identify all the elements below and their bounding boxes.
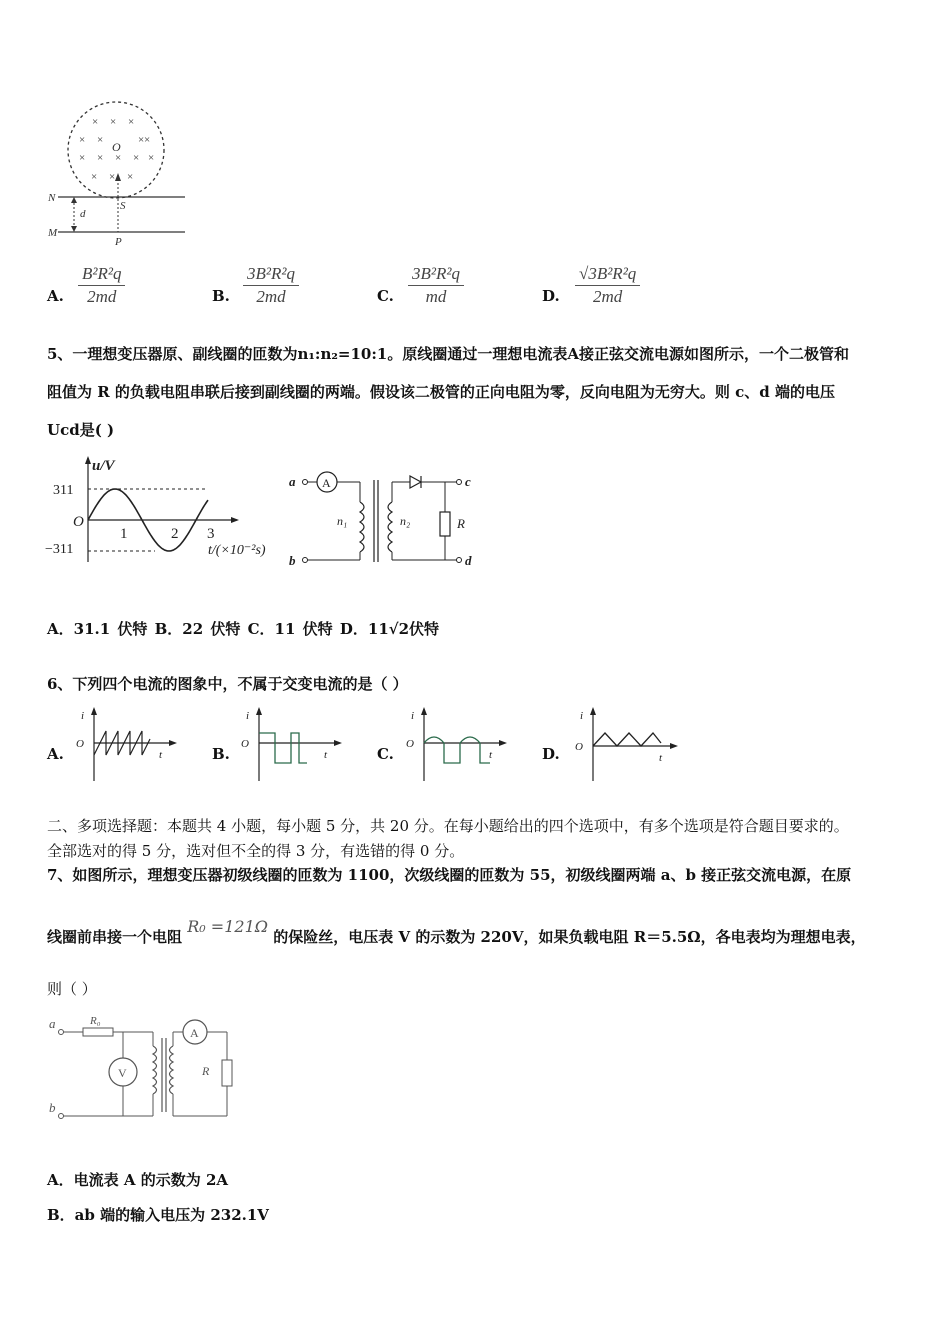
q7-stem-line1: 7、如图所示，理想变压器初级线圈的匝数为 1100，次级线圈的匝数为 55，初级线圈两端 a、b 接正弦交流电源，在原 — [47, 866, 852, 884]
svg-text:×: × — [138, 134, 145, 146]
label-d: d — [80, 208, 86, 220]
q7-stem-line3: 则（ ） — [47, 980, 97, 998]
q4-option-d-fraction: $\frac{\text{√3B²R²q}}{2md}$ — [575, 264, 640, 307]
q6-graph-a-sawtooth — [70, 705, 185, 785]
q5-transformer-circuit — [285, 462, 495, 577]
fuse-r0 — [83, 1028, 113, 1036]
svg-text:×: × — [91, 171, 98, 183]
q4-option-a-fraction: $\frac{\text{B²R²q}}{2md}$ — [78, 264, 125, 307]
graph-origin: O — [73, 514, 84, 530]
tick-3: 3 — [207, 526, 215, 542]
tick-2: 2 — [171, 526, 179, 542]
q6-option-c-label: C. — [377, 745, 394, 763]
q7-option-a: A．电流表 A 的示数为 2A — [47, 1171, 229, 1189]
q5-stem-line3: Ucd是( ) — [47, 421, 115, 439]
q4-option-b-fraction: $\frac{\text{3B²R²q}}{2md}$ — [243, 264, 299, 307]
svg-text:×: × — [128, 116, 135, 128]
svg-text:i: i — [246, 710, 250, 722]
q5-options: A．31.1 伏特 B．22 伏特 C．11 伏特 D．11√2伏特 — [47, 620, 440, 638]
q4-option-c-label: C. — [377, 287, 394, 305]
label-m: M — [48, 227, 58, 239]
svg-text:O: O — [575, 741, 583, 753]
q6-stem: 6、下列四个电流的图象中，不属于交变电流的是（ ） — [47, 675, 408, 693]
graph-x-label: t/(×10⁻²s) — [208, 543, 266, 558]
svg-text:×: × — [133, 152, 140, 164]
svg-text:×: × — [127, 171, 134, 183]
terminal-a: a — [289, 474, 296, 489]
q7-ammeter-label: A — [190, 1026, 199, 1040]
q7-primary-coil — [153, 1046, 157, 1094]
q7-line2-post: 的保险丝，电压表 V 的示数为 220V，如果负载电阻 R＝5.5Ω，各电表均为理想电表， — [273, 928, 866, 946]
q6-graph-d-triangle — [565, 705, 685, 785]
q7-transformer-circuit — [45, 1012, 245, 1127]
q4-option-d-label: D. — [542, 287, 560, 305]
svg-text:×: × — [115, 152, 122, 164]
q7-resistor-r — [222, 1060, 232, 1086]
label-n1: n₁ — [337, 514, 348, 528]
q4-option-c-fraction: $\frac{\text{3B²R²q}}{md}$ — [408, 264, 464, 307]
q4-option-a-label: A. — [47, 287, 64, 305]
svg-text:×: × — [97, 134, 104, 146]
label-r: R — [457, 516, 465, 531]
tick-1: 1 — [120, 526, 128, 542]
magnetic-field-figure — [40, 95, 200, 250]
q7-terminal-b: b — [49, 1100, 56, 1115]
svg-text:×: × — [144, 134, 151, 146]
q6-option-a-label: A. — [47, 745, 64, 763]
q7-line2-pre: 线圈前串接一个电阻 — [47, 928, 183, 946]
terminal-b: b — [289, 553, 296, 568]
q5-stem-line2: 阻值为 R 的负载电阻串联后接到副线圈的两端。假设该二极管的正向电阻为零，反向电阻为无穷大。则 c、d 端的电压 — [47, 383, 835, 401]
q6-option-b-label: B. — [212, 745, 230, 763]
svg-text:×: × — [110, 116, 117, 128]
ammeter-label: A — [322, 476, 331, 490]
terminal-c: c — [465, 474, 471, 489]
svg-text:×: × — [109, 171, 116, 183]
section2-line2: 全部选对的得 5 分，选对但不全的得 3 分，有选错的得 0 分。 — [47, 842, 465, 860]
svg-text:O: O — [406, 738, 414, 750]
graph-y-label: u/V — [92, 458, 115, 474]
q7-stem-line2 — [47, 917, 866, 948]
svg-text:×: × — [79, 134, 86, 146]
q4-option-b-label: B. — [212, 287, 230, 305]
svg-text:O: O — [241, 738, 249, 750]
svg-text:i: i — [81, 710, 85, 722]
primary-coil — [360, 502, 364, 552]
q7-label-r0: R₀ — [90, 1015, 101, 1027]
svg-text:×: × — [79, 152, 86, 164]
center-label: O — [112, 140, 121, 154]
label-s: S — [120, 200, 126, 212]
q7-label-r: R — [202, 1064, 210, 1078]
q5-stem-line1: 5、一理想变压器原、副线圈的匝数为n₁:n₂=10:1。原线圈通过一理想电流表A接正弦交流电源如图所示，一个二极管和 — [47, 345, 849, 363]
q6-option-d-label: D. — [542, 745, 560, 763]
q6-graph-b-square — [235, 705, 350, 785]
svg-text:×: × — [97, 152, 104, 164]
svg-text:×: × — [92, 116, 99, 128]
graph-y-top: 311 — [53, 483, 74, 498]
graph-y-bottom: −311 — [45, 542, 74, 557]
diode-icon — [410, 476, 421, 488]
svg-text:t: t — [324, 749, 328, 761]
label-n: N — [48, 192, 56, 204]
svg-text:i: i — [411, 710, 415, 722]
q7-secondary-coil — [170, 1046, 174, 1094]
svg-text:×: × — [148, 152, 155, 164]
svg-text:t: t — [659, 752, 663, 764]
svg-text:t: t — [159, 749, 163, 761]
secondary-coil — [388, 502, 392, 552]
label-p: P — [115, 236, 122, 248]
section2-line1: 二、多项选择题：本题共 4 小题，每小题 5 分，共 20 分。在每小题给出的四个选项中，有多个选项是符合题目要求的。 — [47, 817, 849, 835]
q7-r0-formula: R₀ =121Ω — [187, 917, 269, 936]
label-n2: n₂ — [400, 514, 411, 528]
resistor-r — [440, 512, 450, 536]
q7-terminal-a: a — [49, 1016, 56, 1031]
svg-text:O: O — [76, 738, 84, 750]
svg-text:i: i — [580, 710, 584, 722]
terminal-d: d — [465, 553, 472, 568]
q6-graph-c-halfwave — [400, 705, 515, 785]
q5-voltage-graph — [45, 452, 285, 567]
q7-voltmeter-label: V — [118, 1066, 127, 1080]
svg-text:t: t — [489, 749, 493, 761]
q7-option-b: B．ab 端的输入电压为 232.1V — [47, 1206, 269, 1224]
